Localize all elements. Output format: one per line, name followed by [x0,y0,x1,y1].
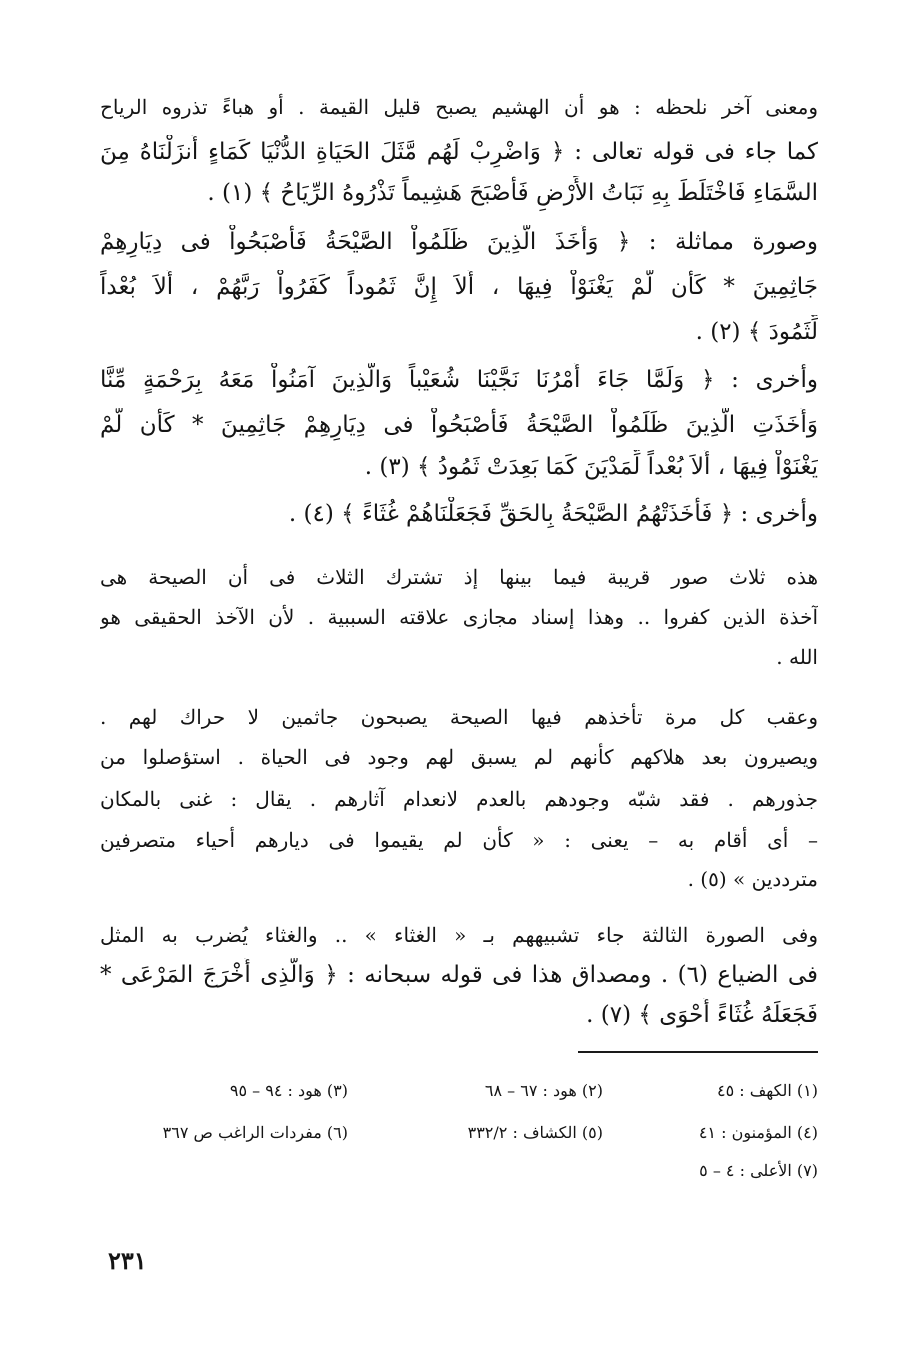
body-line: الله . [776,645,818,669]
footnote: (٤) المؤمنون : ٤١ [698,1123,818,1142]
footnote-rule [578,1051,818,1053]
body-line: وفى الصورة الثالثة جاء تشبيههم بـ « الغثاء » .. والغثاء يُضرب به المثل [100,923,818,947]
body-line: فى الضياع (٦) . ومصداق هذا فى قوله سبحانه : ﴿ وَالَّذِى أَخْرَجَ المَرْعَى * [100,962,818,988]
footnote: (٦) مفردات الراغب ص ٣٦٧ [162,1123,348,1142]
body-line: ومعنى آخر نلحظه : هو أن الهشيم يصبح قليل القيمة . أو هباءً تذروه الرياح [100,95,818,119]
footnote-row [118,1118,818,1148]
body-line: آخذة الذين كفروا .. وهذا إسناد مجازى علاقته السببية . لأن الآخذ الحقيقى هو [100,605,818,629]
body-line: هذه ثلاث صور قريبة فيما بينها إذ تشترك الثلاث فى أن الصيحة هى [100,565,818,589]
body-line: كما جاء فى قوله تعالى : ﴿ وَاضْرِبْ لَهُم مَّثَلَ الحَيَاةِ الدُّنْيَا كَمَاءٍ أَنزَلْنَاهُ مِنَ [100,139,818,165]
footnote-row [118,1076,818,1106]
body-line: وأخرى : ﴿ وَلَمَّا جَاءَ أَمْرُنَا نَجَّيْنَا شُعَيْباً وَالَّذِينَ آمَنُواْ مَعَهُ بِرَحْمَةٍ مِّنَّا [100,367,818,393]
footnote: (٢) هود : ٦٧ – ٦٨ [484,1081,603,1100]
footnote: (١) الكهف : ٤٥ [716,1081,818,1100]
footnote: (٧) الأعلى : ٤ – ٥ [699,1161,818,1180]
body-line: السَّمَاءِ فَاخْتَلَطَ بِهِ نَبَاتُ الأَرْضِ فَأَصْبَحَ هَشِيماً تَذْرُوهُ الرِّيَاحُ ﴾ (١) . [207,180,818,206]
body-line: وَأَخَذَتِ الَّذِينَ ظَلَمُواْ الصَّيْحَةُ فَأَصْبَحُواْ فى دِيَارِهِمْ جَاثِمِينَ * كَأَن لَّمْ [100,412,818,438]
body-line: لِّثَمُودَ ﴾ (٢) . [695,319,818,345]
footnote-row [118,1156,818,1186]
body-line: مترددين » (٥) . [687,867,818,891]
page-number: ٢٣١ [108,1246,147,1275]
body-line: وعقب كل مرة تأخذهم فيها الصيحة يصبحون جاثمين لا حراك لهم . [100,705,818,729]
body-line: جذورهم . فقد شبّه وجودهم بالعدم لانعدام آثارهم . يقال : غنى بالمكان [100,787,818,811]
body-line: فَجَعَلَهُ غُثَاءً أَحْوَى ﴾ (٧) . [586,1002,818,1028]
body-line: جَاثِمِينَ * كَأَن لَّمْ يَغْنَوْاْ فِيهَا ، أَلاَ إِنَّ ثَمُوداً كَفَرُواْ رَبَّهُمْ ، أَلاَ بُعْداً [100,274,818,300]
body-line: – أى أقام به – يعنى : « كأن لم يقيموا فى ديارهم أحياء متصرفين [100,828,818,852]
footnote: (٥) الكشاف : ٣٣٢/٢ [467,1123,603,1142]
body-line: وأخرى : ﴿ فَأَخَذَتْهُمُ الصَّيْحَةُ بِالحَقِّ فَجَعَلْنَاهُمْ غُثَاءً ﴾ (٤) . [288,501,818,527]
footnote: (٣) هود : ٩٤ – ٩٥ [229,1081,348,1100]
body-line: يَغْنَوْاْ فِيهَا ، أَلاَ بُعْداً لِّمَدْيَنَ كَمَا بَعِدَتْ ثَمُودُ ﴾ (٣) . [364,454,818,480]
body-line: وصورة مماثلة : ﴿ وَأَخَذَ الَّذِينَ ظَلَمُواْ الصَّيْحَةُ فَأَصْبَحُواْ فى دِيَارِهِمْ [100,229,818,255]
body-line: ويصيرون بعد هلاكهم كأنهم لم يسبق لهم وجود فى الحياة . استؤصلوا من [100,745,818,769]
